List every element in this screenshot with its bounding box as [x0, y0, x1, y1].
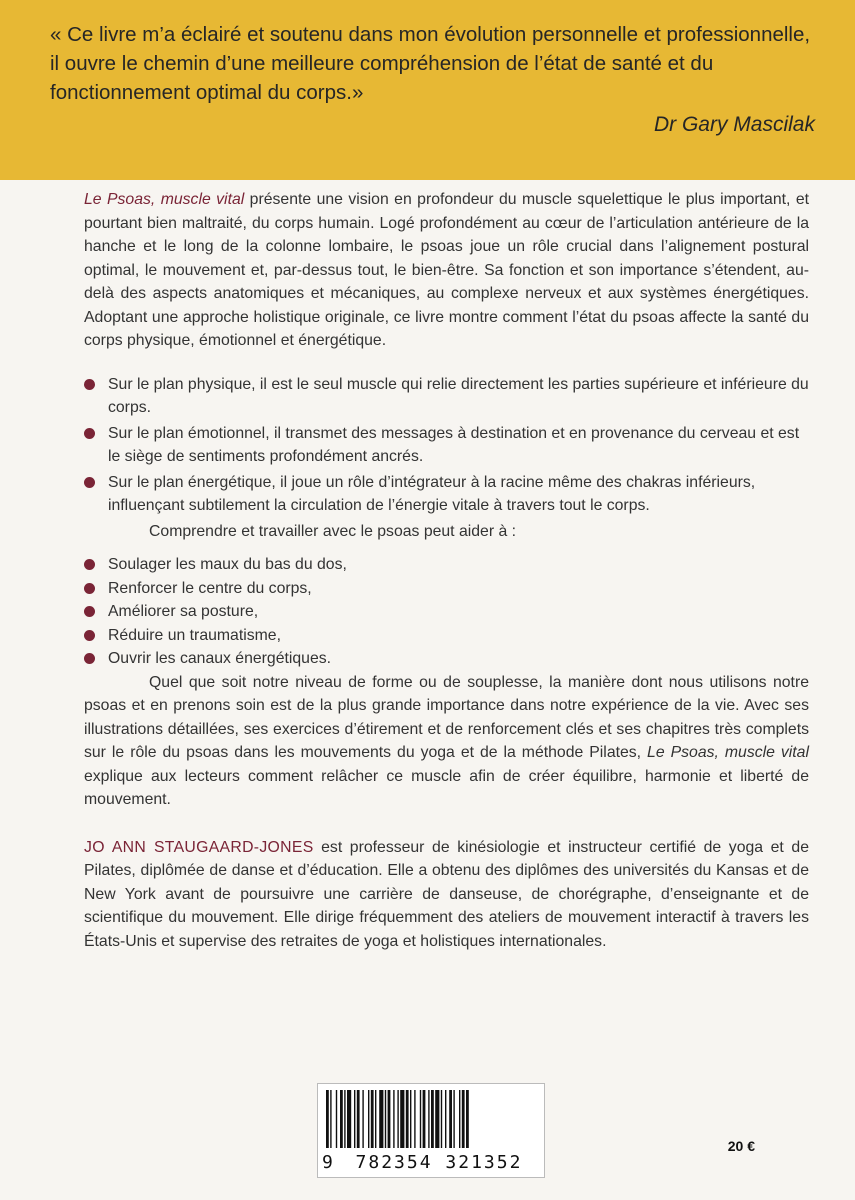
barcode-bar [330, 1090, 331, 1148]
quote-author: Dr Gary Mascilak [653, 113, 815, 136]
bullet-icon [84, 583, 95, 594]
barcode-bar [371, 1090, 374, 1148]
barcode-bar [441, 1090, 442, 1148]
list-item: Ouvrir les canaux énergétiques. [84, 647, 809, 671]
list-item: Sur le plan émotionnel, il transmet des messages à destination et en provenance du cerveau et est le siège de sentiments profondément ancrés. [84, 422, 809, 469]
barcode-bar [410, 1090, 411, 1148]
list-item: Renforcer le centre du corps, [84, 577, 809, 601]
barcode-digits: 782354 321352 [355, 1152, 523, 1173]
list-item: Réduire un traumatisme, [84, 624, 809, 648]
book-title: Le Psoas, muscle vital [84, 191, 245, 208]
intro-paragraph [84, 188, 809, 353]
bullet-icon [84, 559, 95, 570]
barcode-bar [357, 1090, 360, 1148]
bullet-icon [84, 653, 95, 664]
barcode-bar [368, 1090, 369, 1148]
barcode-bar [340, 1090, 343, 1148]
list-item: Soulager les maux du bas du dos, [84, 553, 809, 577]
list-item: Améliorer sa posture, [84, 600, 809, 624]
bullet-icon [84, 606, 95, 617]
barcode-bar [379, 1090, 383, 1148]
barcode-bar [388, 1090, 391, 1148]
barcode-bar [459, 1090, 460, 1148]
barcode-bar [393, 1090, 394, 1148]
author-bio [84, 836, 809, 954]
barcode-bar [326, 1090, 329, 1148]
barcode-bar [347, 1090, 351, 1148]
isbn-barcode [317, 1083, 545, 1178]
barcode-bar [397, 1090, 398, 1148]
barcode-bar [466, 1090, 469, 1148]
barcode-bar [449, 1090, 452, 1148]
planes-list [84, 373, 809, 518]
barcode-bar [423, 1090, 426, 1148]
barcode-bar [406, 1090, 409, 1148]
barcode-bar [435, 1090, 439, 1148]
bullet-icon [84, 477, 95, 488]
back-cover-text [84, 188, 809, 953]
barcode-bar [375, 1090, 376, 1148]
bullet-icon [84, 379, 95, 390]
endorsement-quote: « Ce livre m’a éclairé et soutenu dans mon évolution personnelle et professionnelle, il ouvre le chemin d’une meilleure compréhension de l’état de santé et du fonctionnement optimal du corps.» [50, 23, 811, 104]
closing-paragraph: Quel que soit notre niveau de forme ou de souplesse, la manière dont nous utilisons notre psoas et en prenons soin est de la plus grande importance dans notre expérience de la vie. Avec ses illustrations détaillées, ses exercices d’étirement et de renforcement clés et ses chapitres très complets sur le rôle du psoas dans les mouvements du yoga et de la méthode Pilates, Le Psoas, muscle vital explique aux lecteurs comment relâcher ce muscle afin de créer équilibre, harmonie et liberté de mouvement. [84, 673, 809, 808]
barcode-bar [453, 1090, 454, 1148]
author-bio-text: est professeur de kinésiologie et instructeur certifié de yoga et de Pilates, diplômée de danse et d’éducation. Elle a obtenu des diplômes des universités du Kansas et de New York avant de poursuivre une carrière de danseuse, de chorégraphe, d’enseignante et de scientifique du mouvement. Elle dirige fréquemment des ateliers de mouvement interactif à travers les États-Unis et supervise des retraites de yoga et holistiques internationales. [84, 838, 809, 950]
intro-text: présente une vision en profondeur du muscle squelettique le plus important, et pourtant bien maltraité, du corps humain. Logé profondément au cœur de l’articulation antérieure de la hanche et le long de la colonne lombaire, le psoas joue un rôle crucial dans l’alignement postural optimal, le mouvement et, par-dessus tout, le bien-être. Sa fonction et son importance s’étendent, au-delà des aspects anatomiques et mécaniques, au complexe nerveux et aux systèmes énergétiques. Adoptant une approche holistique originale, ce livre montre comment l’état du psoas affecte la santé du corps physique, émotionnel et énergétique. [84, 191, 809, 349]
barcode-bar [385, 1090, 386, 1148]
book-title-inline: Le Psoas, muscle vital [647, 744, 809, 761]
quote-banner [0, 0, 855, 180]
barcode-bar [445, 1090, 446, 1148]
barcode-bar [428, 1090, 429, 1148]
barcode-bar [354, 1090, 355, 1148]
barcode-bar [420, 1090, 421, 1148]
help-list [84, 553, 809, 671]
barcode-bar [344, 1090, 345, 1148]
list-item: Sur le plan physique, il est le seul muscle qui relie directement les parties supérieure et inférieure du corps. [84, 373, 809, 420]
barcode-bar [462, 1090, 465, 1148]
barcode-bar [362, 1090, 363, 1148]
barcode-bar [414, 1090, 415, 1148]
bullet-icon [84, 428, 95, 439]
bullet-icon [84, 630, 95, 641]
price: 20 € [727, 1138, 755, 1154]
author-name: JO ANN STAUGAARD-JONES [84, 838, 314, 856]
barcode-bar [431, 1090, 434, 1148]
barcode-bar [336, 1090, 337, 1148]
barcode-bars [326, 1090, 538, 1150]
barcode-bar [400, 1090, 404, 1148]
barcode-first-digit: 9 [322, 1152, 333, 1173]
list-item: Sur le plan énergétique, il joue un rôle d’intégrateur à la racine même des chakras inférieurs, influençant subtilement la circulation de l’énergie vitale à travers tout le corps. [84, 471, 809, 518]
help-lead: Comprendre et travailler avec le psoas peut aider à : [149, 522, 517, 540]
